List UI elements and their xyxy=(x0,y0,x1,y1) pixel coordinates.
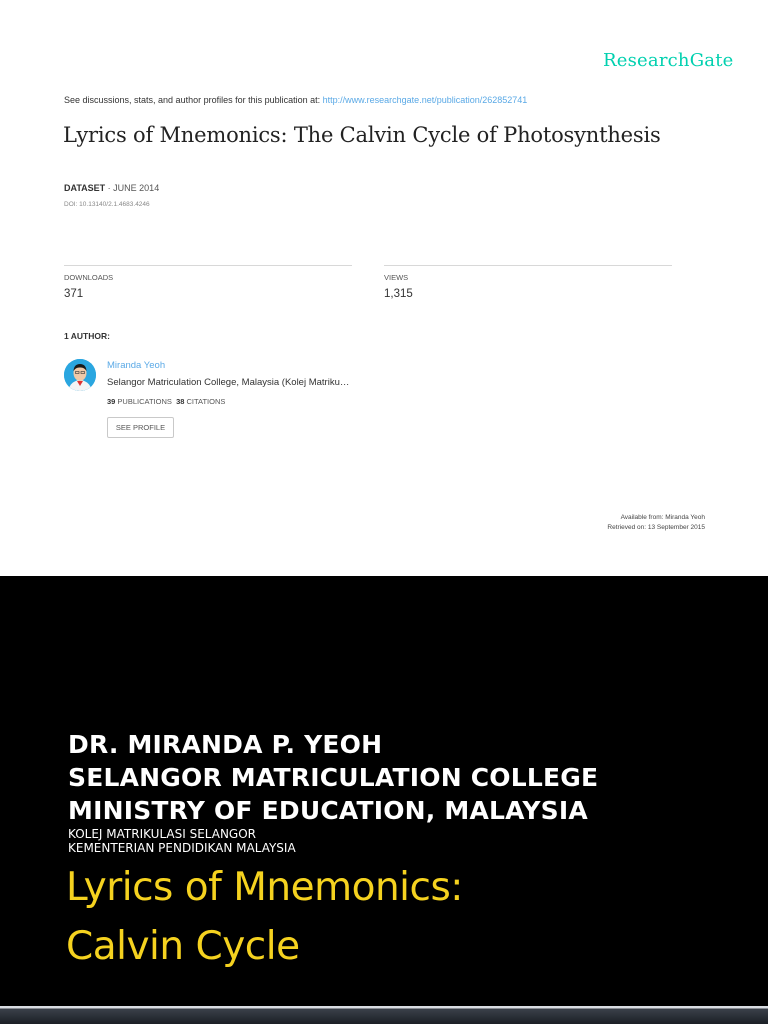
publication-type-date xyxy=(64,183,159,193)
see-profile-button[interactable]: SEE PROFILE xyxy=(107,417,174,438)
slide-ministry-malay: KEMENTERIAN PENDIDIKAN MALAYSIA xyxy=(68,841,296,855)
slide-title-line2: Calvin Cycle xyxy=(66,924,300,969)
publication-title: Lyrics of Mnemonics: The Calvin Cycle of Photosynthesis xyxy=(63,123,661,147)
publication-doi: DOI: 10.13140/2.1.4683.4246 xyxy=(64,201,150,208)
publications-label: PUBLICATIONS xyxy=(115,397,172,406)
divider-views xyxy=(384,265,672,266)
downloads-label: DOWNLOADS xyxy=(64,273,114,282)
slide-author-name: DR. MIRANDA P. YEOH xyxy=(68,730,383,759)
retrieved-on: Retrieved on: 13 September 2015 xyxy=(607,524,705,531)
title-slide xyxy=(0,576,768,1024)
slide-bottom-bar xyxy=(0,1006,768,1024)
downloads-value: 371 xyxy=(64,288,84,300)
slide-title-line1: Lyrics of Mnemonics: xyxy=(66,865,463,910)
slide-ministry: MINISTRY OF EDUCATION, MALAYSIA xyxy=(68,796,588,825)
publication-date: · JUNE 2014 xyxy=(105,183,160,193)
divider-downloads xyxy=(64,265,352,266)
available-from: Available from: Miranda Yeoh xyxy=(620,514,705,521)
citations-label: CITATIONS xyxy=(184,397,226,406)
researchgate-logo[interactable]: ResearchGate xyxy=(603,50,734,71)
views-value: 1,315 xyxy=(384,288,413,300)
availability-note xyxy=(607,513,705,533)
publications-count: 39 xyxy=(107,397,116,406)
author-avatar[interactable] xyxy=(64,359,96,391)
author-name[interactable]: Miranda Yeoh xyxy=(107,360,166,371)
avatar-photo-icon xyxy=(64,359,96,391)
slide-college-malay: KOLEJ MATRIKULASI SELANGOR xyxy=(68,827,257,841)
publication-type: DATASET xyxy=(64,183,106,193)
author-affiliation: Selangor Matriculation College, Malaysia (Kolej Matriku… xyxy=(107,377,350,388)
publication-link[interactable]: http://www.researchgate.net/publication/262852741 xyxy=(322,95,528,105)
slide-college: SELANGOR MATRICULATION COLLEGE xyxy=(68,763,599,792)
citations-count: 38 xyxy=(176,397,185,406)
author-stats xyxy=(107,397,225,406)
authors-heading: 1 AUTHOR: xyxy=(64,331,110,341)
views-label: VIEWS xyxy=(384,273,409,282)
discussion-note xyxy=(64,95,527,105)
discussion-text: See discussions, stats, and author profiles for this publication at: xyxy=(64,95,323,105)
